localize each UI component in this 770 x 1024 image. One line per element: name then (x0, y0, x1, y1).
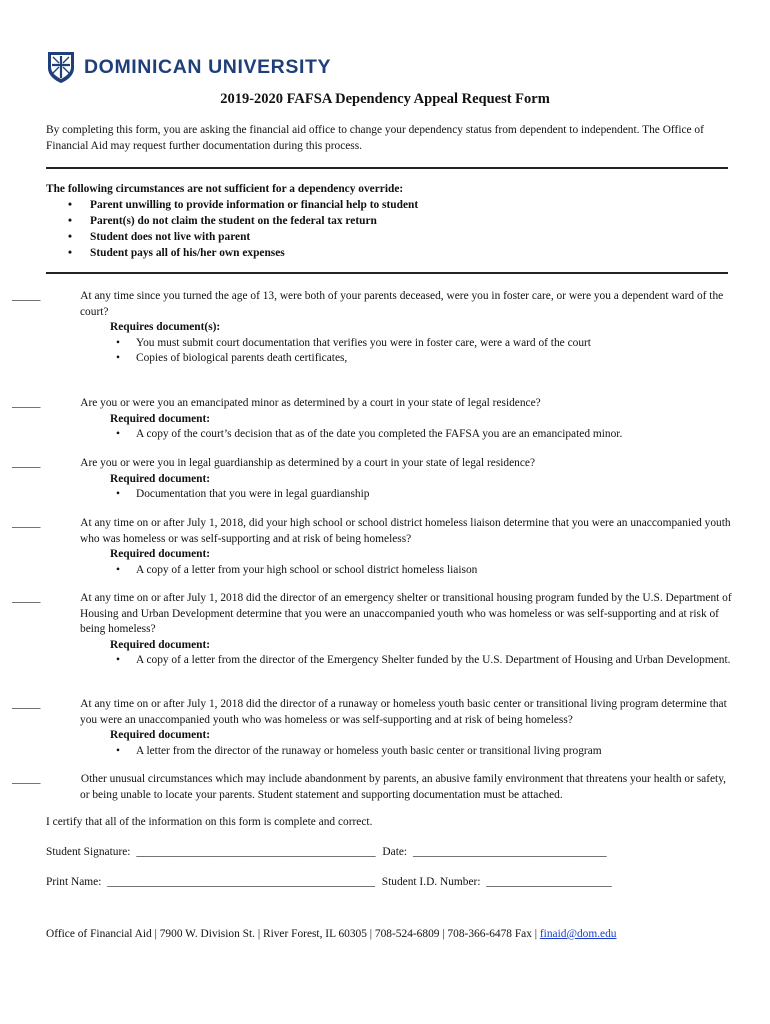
university-name: DOMINICAN UNIVERSITY (84, 55, 332, 78)
not-sufficient-heading: The following circumstances are not sufficient for a dependency override: (46, 183, 404, 195)
certification-statement: I certify that all of the information on this form is complete and correct. (46, 816, 373, 828)
footer-text: Office of Financial Aid | 7900 W. Division St. | River Forest, IL 60305 | 708-524-6809 | 708-366-6478 Fax | (46, 928, 540, 940)
required-doc-item: • Documentation that you were in legal guardianship (46, 487, 736, 503)
divider (46, 167, 728, 169)
required-doc-item: • A copy of a letter from the director of the Emergency Shelter funded by the U.S. Department of Housing and Urban Development. (46, 653, 736, 669)
shield-crest-icon (46, 50, 76, 84)
appeal-item-homeless-liaison (12, 516, 736, 578)
list-item: • Parent unwilling to provide information or financial help to student (46, 197, 726, 213)
required-doc-label: Requires document(s): (110, 321, 221, 333)
appeal-item-runaway-center (12, 697, 736, 759)
required-doc-item: • Copies of biological parents death certificates, (46, 351, 736, 367)
required-doc-label: Required document: (110, 729, 211, 741)
checkbox-blank[interactable]: _____ (12, 290, 41, 302)
date-label: Date: (382, 846, 408, 858)
appeal-item-legal-guardianship (12, 456, 736, 503)
form-title: 2019-2020 FAFSA Dependency Appeal Request Form (220, 91, 550, 107)
signature-row (46, 846, 611, 858)
print-name-label: Print Name: (46, 876, 102, 888)
not-sufficient-list (46, 197, 726, 261)
required-doc-label: Required document: (110, 412, 211, 425)
appeal-question: Are you or were you an emancipated minor as determined by a court in your state of legal residence? (80, 397, 541, 409)
not-sufficient-section (46, 181, 726, 261)
checkbox-blank[interactable]: _____ (12, 592, 41, 604)
student-id-field[interactable]: ______________________ (486, 876, 612, 888)
appeal-item-emergency-shelter (12, 591, 736, 669)
list-item: • Student does not live with parent (46, 229, 726, 245)
divider (46, 272, 728, 274)
date-field[interactable]: __________________________________ (412, 846, 607, 858)
required-doc-label: Required document: (110, 472, 211, 485)
print-name-field[interactable]: _______________________________________________ (107, 876, 375, 888)
email-link[interactable]: finaid@dom.edu (539, 928, 617, 940)
checkbox-blank[interactable]: _____ (12, 517, 41, 529)
student-signature-field[interactable]: __________________________________________ (136, 846, 376, 858)
checkbox-blank[interactable]: _____ (12, 457, 41, 469)
required-doc-label: Required document: (110, 548, 211, 560)
footer-contact (46, 928, 617, 940)
student-id-label: Student I.D. Number: (381, 876, 481, 888)
appeal-question: Other unusual circumstances which may include abandonment by parents, an abusive family environment that threatens your health or safety, or being unable to locate your parents. Student statement and supporting documentation must be attached. (80, 773, 727, 801)
appeal-item-parents-deceased (12, 289, 736, 367)
required-doc-item: • A copy of the court’s decision that as of the date you completed the FAFSA you are an emancipated minor. (46, 427, 736, 443)
appeal-question: At any time since you turned the age of 13, were both of your parents deceased, were you in foster care, or were you a dependent ward of the court? (80, 290, 724, 318)
appeal-question: At any time on or after July 1, 2018, did your high school or school district homeless liaison determine that you were an unaccompanied youth who was homeless or was self-supporting and at risk of being homeless? (80, 517, 731, 545)
appeal-item-emancipated-minor (12, 396, 736, 443)
checkbox-blank[interactable]: _____ (12, 698, 41, 710)
list-item: • Student pays all of his/her own expenses (46, 245, 726, 261)
list-item: • Parent(s) do not claim the student on the federal tax return (46, 213, 726, 229)
appeal-question: Are you or were you in legal guardianship as determined by a court in your state of legal residence? (80, 457, 536, 469)
required-doc-item: • A letter from the director of the runaway or homeless youth basic center or transitional living program (46, 744, 736, 760)
checkbox-blank[interactable]: _____ (12, 773, 41, 785)
required-doc-item: • A copy of a letter from your high school or school district homeless liaison (46, 563, 736, 579)
intro-paragraph: By completing this form, you are asking the financial aid office to change your dependency status from dependent to independent. The Office of Financial Aid may request further documentation during this process. (46, 124, 704, 152)
print-name-row (46, 876, 616, 888)
appeal-question: At any time on or after July 1, 2018 did the director of a runaway or homeless youth basic center or transitional living program determine that you were an unaccompanied youth who was homeless or was self-supporting and at risk of being homeless? (80, 698, 727, 726)
checkbox-blank[interactable]: _____ (12, 397, 41, 409)
university-logo (46, 50, 331, 84)
appeal-item-other-circumstances (12, 772, 736, 803)
appeal-question: At any time on or after July 1, 2018 did the director of an emergency shelter or transitional housing program funded by the U.S. Department of Housing and Urban Development determine that you were an unaccompanied youth who was homeless or was self-supporting and at risk of being homeless? (80, 592, 732, 635)
required-doc-item: • You must submit court documentation that verifies you were in foster care, were a ward of the court (46, 336, 736, 352)
required-doc-label: Required document: (110, 638, 211, 651)
student-signature-label: Student Signature: (46, 846, 131, 858)
